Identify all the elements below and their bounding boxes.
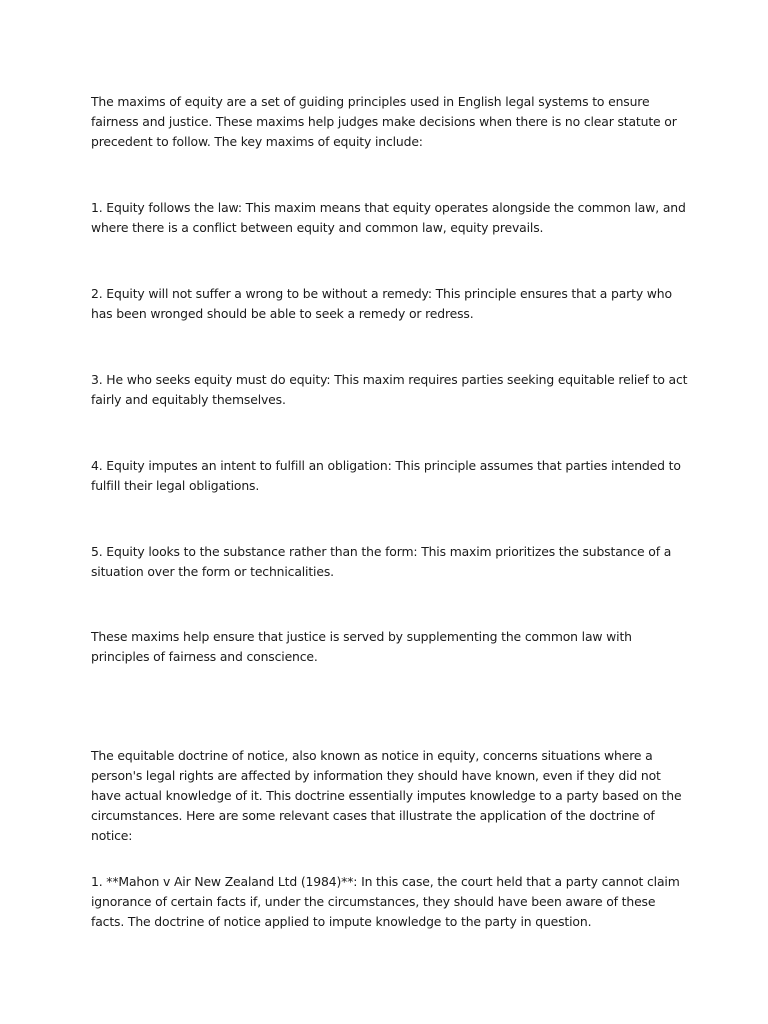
maxim-5-paragraph: 5. Equity looks to the substance rather than the form: This maxim prioritizes the substance of a situation over the form or technicalities. [91, 544, 672, 579]
maxim-4-paragraph: 4. Equity imputes an intent to fulfill an obligation: This principle assumes that parties intended to fulfill their legal obligations. [91, 458, 681, 493]
maxim-2-paragraph: 2. Equity will not suffer a wrong to be without a remedy: This principle ensures that a party who has been wronged should be able to seek a remedy or redress. [91, 286, 672, 321]
case-1-paragraph: 1. **Mahon v Air New Zealand Ltd (1984)**: In this case, the court held that a party cannot claim ignorance of certain facts if, under the circumstances, they should have been aware of these facts. The doctrine of notice applied to impute knowledge to the party in question. [91, 874, 680, 929]
intro-paragraph: The maxims of equity are a set of guiding principles used in English legal systems to ensure fairness and justice. These maxims help judges make decisions when there is no clear statute or precedent to follow. The key maxims of equity include: [91, 94, 677, 149]
maxims-conclusion-paragraph: These maxims help ensure that justice is served by supplementing the common law with principles of fairness and conscience. [91, 629, 632, 664]
doctrine-of-notice-paragraph: The equitable doctrine of notice, also known as notice in equity, concerns situations where a person's legal rights are affected by information they should have known, even if they did not have actual knowledge of it. This doctrine essentially imputes knowledge to a party based on the circumstances. Here are some relevant cases that illustrate the application of the doctrine of notice: [91, 748, 682, 843]
maxim-1-paragraph: 1. Equity follows the law: This maxim means that equity operates alongside the common law, and where there is a conflict between equity and common law, equity prevails. [91, 200, 686, 235]
maxim-3-paragraph: 3. He who seeks equity must do equity: This maxim requires parties seeking equitable relief to act fairly and equitably themselves. [91, 372, 688, 407]
